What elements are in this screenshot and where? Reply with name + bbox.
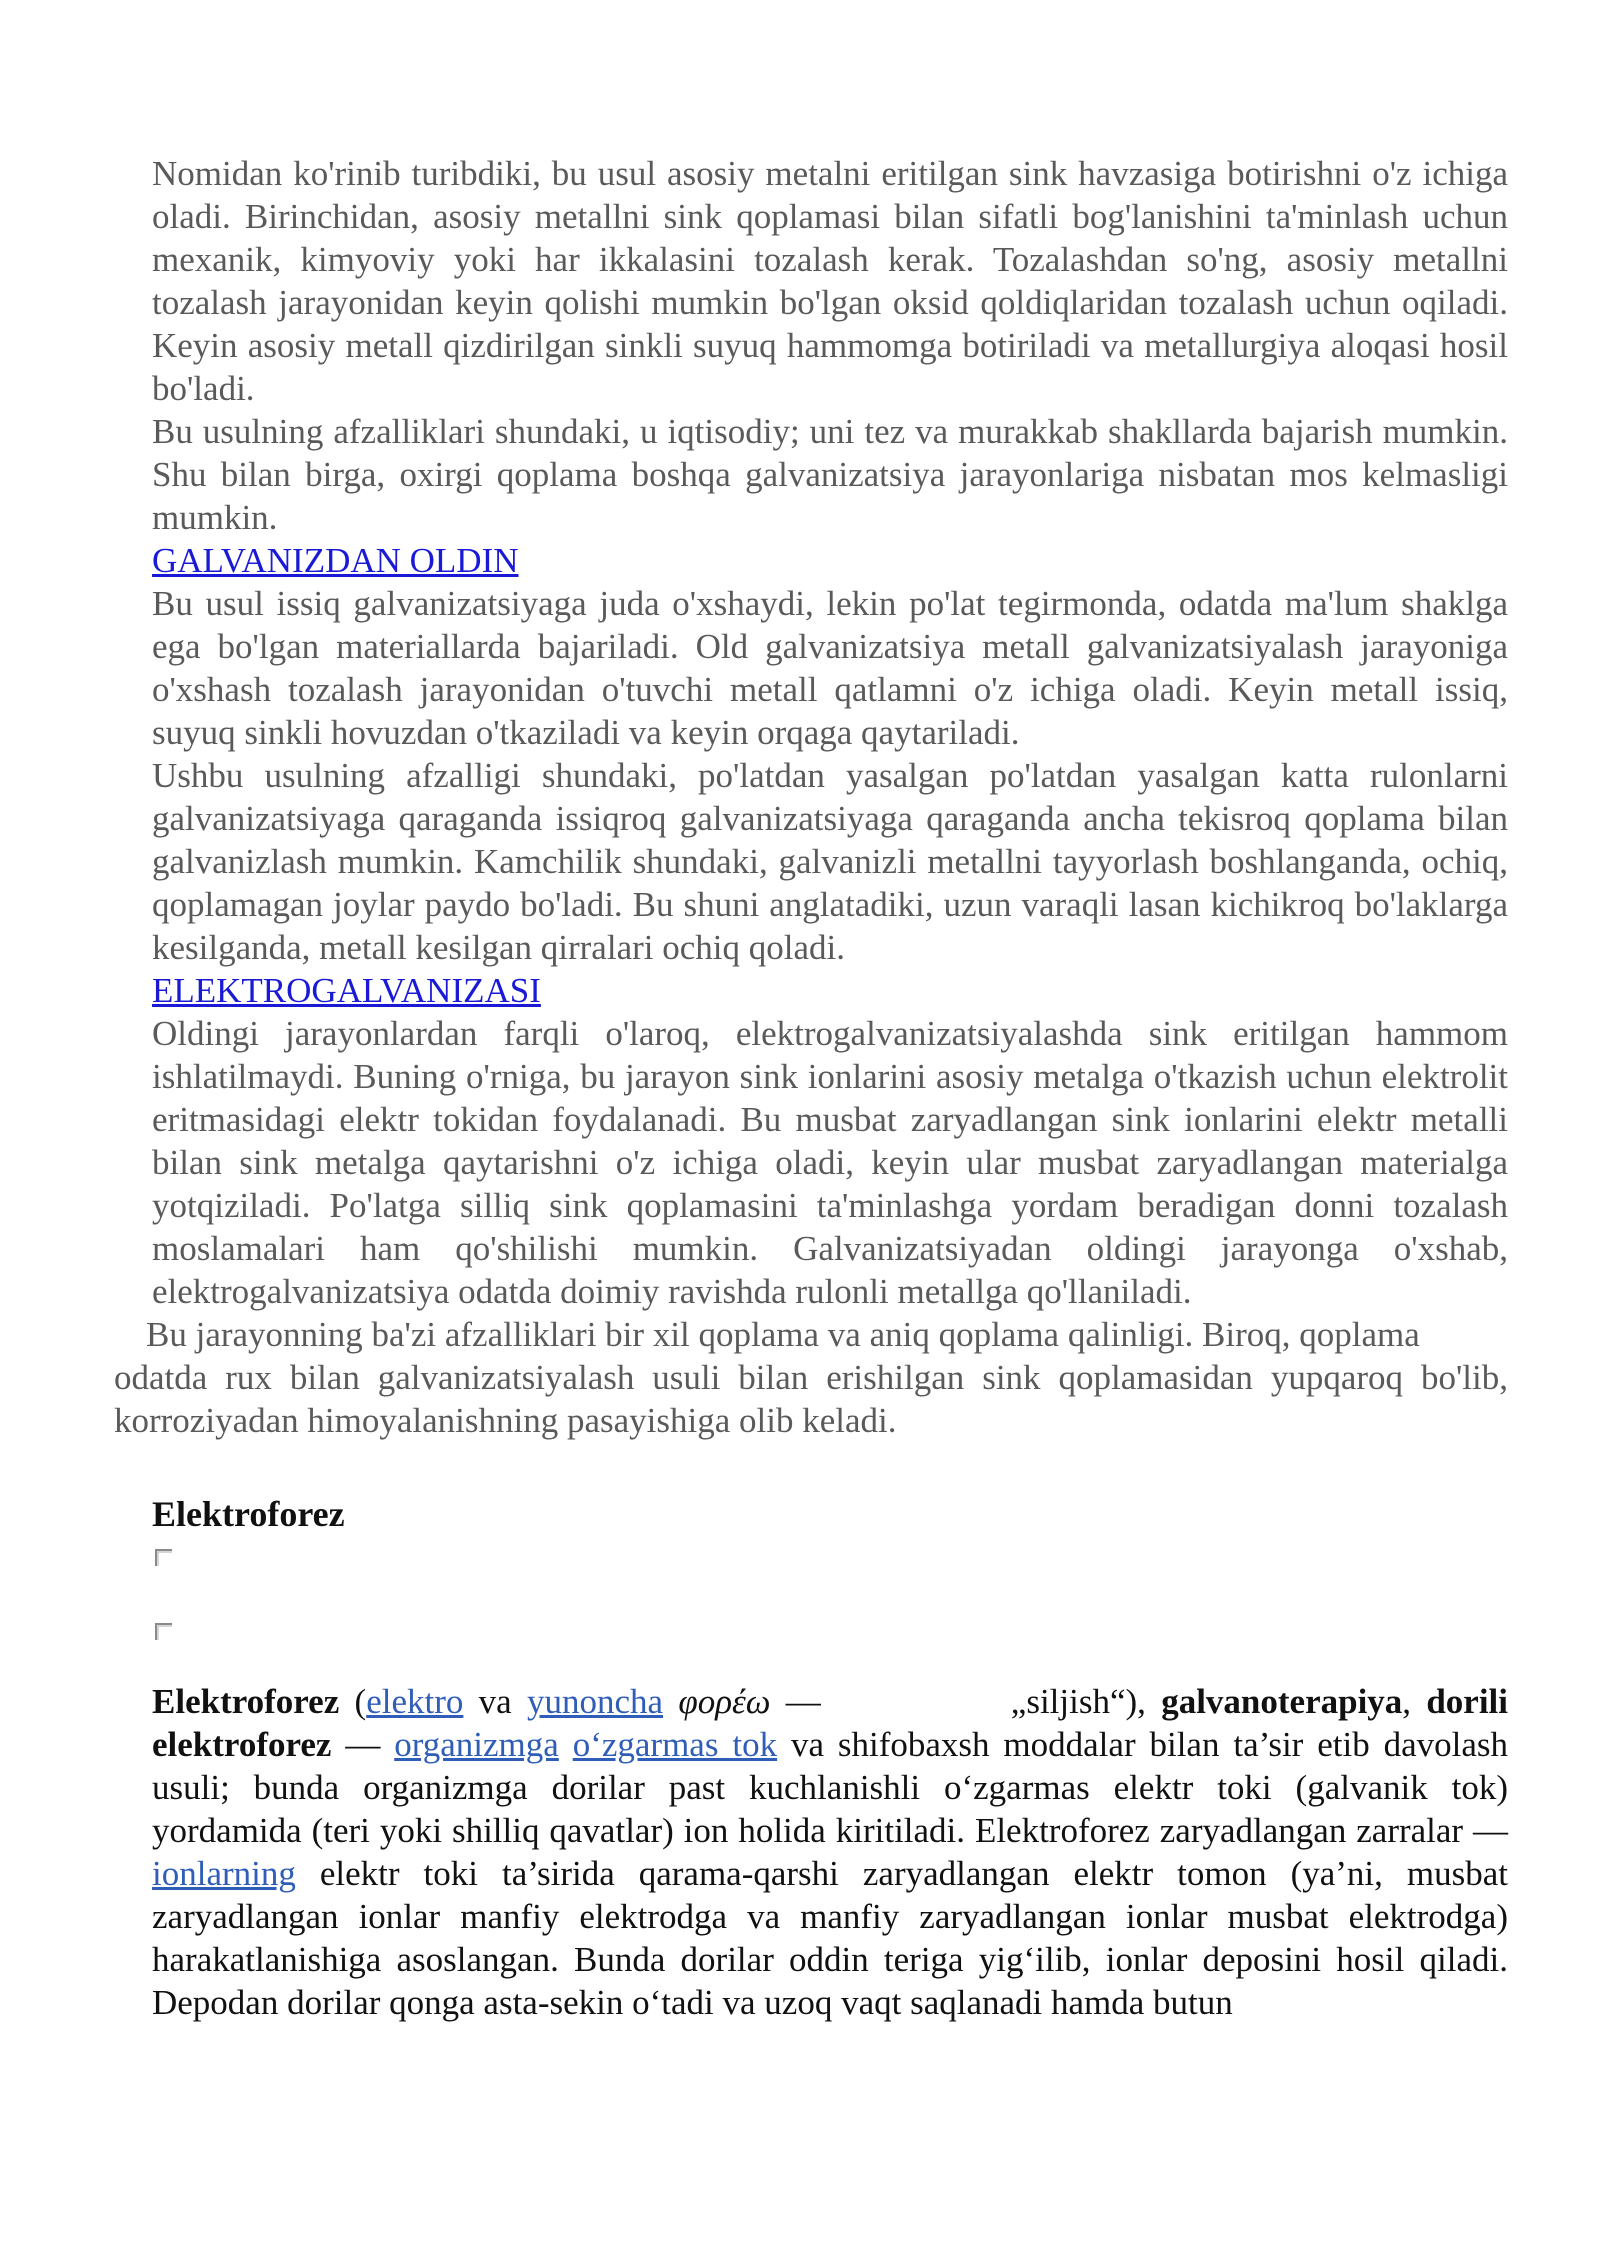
electrogalvanizing-heading-link[interactable]: ELEKTROGALVANIZASI: [152, 971, 541, 1010]
text-fragment: [559, 1725, 573, 1764]
link-yunoncha[interactable]: yunoncha: [526, 1682, 664, 1721]
broken-image-icon: [154, 1622, 174, 1642]
advantages-first-line: Bu jarayonning ba'zi afzalliklari bir xil qoplama va aniq qoplama qalinligi. Biroq, qoplama: [146, 1315, 1420, 1354]
text-fragment: „siljish“),: [1010, 1682, 1162, 1721]
term-galvanoterapiya: galvanoterapiya: [1161, 1682, 1403, 1721]
term-dorili-elektroforez: dorili elektroforez: [152, 1682, 1509, 1764]
text-fragment: —: [770, 1682, 821, 1721]
section-title: Elektroforez: [152, 1494, 345, 1534]
link-ionlarning[interactable]: ionlarning: [152, 1854, 296, 1893]
electrogalvanizing-paragraph: Oldingi jarayonlardan farqli o'laroq, elektrogalvanizatsiyalashda sink eritilgan hammom ishlatilmaydi. Buning o'rniga, bu jarayon sink ionlarini asosiy metalga o'tkazish uchun elektrolit eritmasidagi elektr tokidan foydalanadi. Bu musbat zaryadlangan sink ionlarini elektr metalli bilan sink metalga qaytarishni o'z ichiga oladi, keyin ular musbat zaryadlangan materialga yotqiziladi. Po'latga silliq sink qoplamasini ta'minlashga yordam beradigan donni tozalash moslamalari ham qo'shilishi mumkin. Galvanizatsiyadan oldingi jarayonga o'xshab, elektrogalvanizatsiya odatda doimiy ravishda rulonli metallga qo'llaniladi.: [152, 1014, 1508, 1311]
advantages-rest: odatda rux bilan galvanizatsiyalash usuli bilan erishilgan sink qoplamasidan yupqaroq bo'lib, korroziyadan himoyalanishning pasayishiga olib keladi.: [114, 1358, 1508, 1440]
pre-galvanizing-advantages-paragraph: Ushbu usulning afzalligi shundaki, po'latdan yasalgan po'latdan yasalgan katta rulonlarni galvanizatsiyaga qaraganda issiqroq galvanizatsiyaga qaraganda ancha tekisroq qoplama bilan galvanizlash mumkin. Kamchilik shundaki, galvanizli metallni tayyorlash boshlanganda, ochiq, qoplamagan joylar paydo bo'ladi. Bu shuni anglatadiki, uzun varaqli lasan kichikroq bo'laklarga kesilganda, metall kesilgan qirralari ochiq qoladi.: [152, 756, 1508, 967]
text-fragment: —: [331, 1725, 395, 1764]
text-fragment: va shifobaxsh moddalar bilan ta’sir etib davolash usuli; bunda organizmga dorilar past kuchlanishli o‘zgarmas elektr toki (galvanik tok) yordamida (teri yoki shilliq qavatlar) ion holida kiritiladi. Elektroforez zaryadlangan zarralar —: [152, 1725, 1509, 1850]
text-fragment: elektr toki ta’sirida qarama-qarshi zaryadlangan elektr tomon (ya’ni, musbat zaryadlangan ionlar manfiy elektrodga va manfiy zaryadlangan ionlar musbat elektrodga) harakatlanishiga asoslangan. Bunda dorilar oddin teriga yig‘ilib, ionlar deposini hosil qiladi. Depodan dorilar qonga asta-sekin o‘tadi va uzoq vaqt saqlanadi hamda butun: [152, 1854, 1508, 2022]
elektroforez-paragraph: [152, 1680, 1508, 2024]
broken-image-icon: [154, 1548, 174, 1568]
link-ozgarmas-tok[interactable]: o‘zgarmas tok: [572, 1725, 778, 1764]
hot-dip-advantages-paragraph: Bu usulning afzalliklari shundaki, u iqtisodiy; uni tez va murakkab shakllarda bajarish mumkin. Shu bilan birga, oxirgi qoplama boshqa galvanizatsiya jarayonlariga nisbatan mos kelmasligi mumkin.: [152, 412, 1508, 537]
term-elektroforez: Elektroforez: [152, 1682, 340, 1721]
electrogalvanizing-advantages-paragraph: [114, 1313, 1508, 1442]
galvanizing-section: [152, 152, 1508, 1313]
link-elektro[interactable]: elektro: [366, 1682, 464, 1721]
hot-dip-paragraph: Nomidan ko'rinib turibdiki, bu usul asosiy metalni eritilgan sink havzasiga botirishni o'z ichiga oladi. Birinchidan, asosiy metallni sink qoplamasi bilan sifatli bog'lanishini ta'minlash uchun mexanik, kimyoviy yoki har ikkalasini tozalash kerak. Tozalashdan so'ng, asosiy metallni tozalash jarayonidan keyin qolishi mumkin bo'lgan oksid qoldiqlaridan tozalash uchun oqiladi. Keyin asosiy metall qizdirilgan sinkli suyuq hammomga botiriladi va metallurgiya aloqasi hosil bo'ladi.: [152, 154, 1508, 408]
greek-word: φορέω: [678, 1682, 771, 1721]
link-organizmga[interactable]: organizmga: [394, 1725, 559, 1764]
text-fragment: ,: [1402, 1682, 1427, 1721]
text-fragment: (: [339, 1682, 367, 1721]
pre-galvanizing-heading-link[interactable]: GALVANIZDAN OLDIN: [152, 541, 519, 580]
text-fragment: va: [463, 1682, 527, 1721]
pre-galvanizing-paragraph: Bu usul issiq galvanizatsiyaga juda o'xshaydi, lekin po'lat tegirmonda, odatda ma'lum shaklga ega bo'lgan materiallarda bajariladi. Old galvanizatsiya metall galvanizatsiyalash jarayoniga o'xshash tozalash jarayonidan o'tuvchi metall qatlamni o'z ichiga oladi. Keyin metall issiq, suyuq sinkli hovuzdan o'tkaziladi va keyin orqaga qaytariladi.: [152, 584, 1508, 752]
